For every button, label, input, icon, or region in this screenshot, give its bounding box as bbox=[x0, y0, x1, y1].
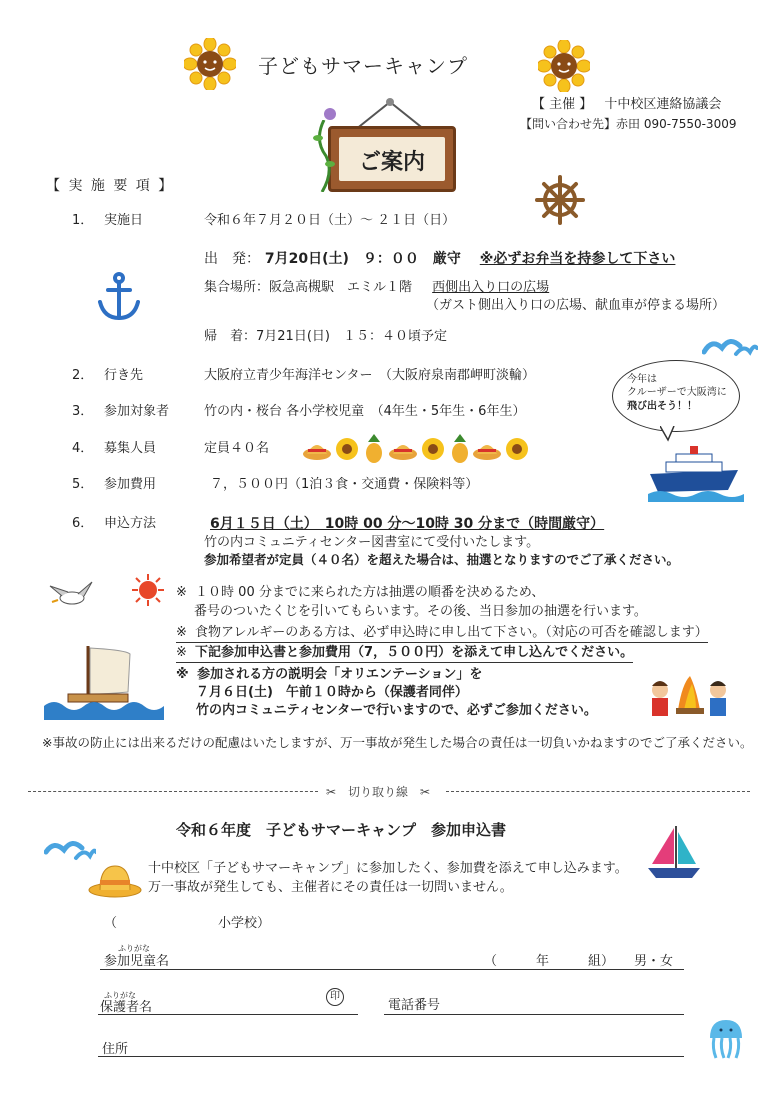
straw-hat-icon bbox=[88, 862, 142, 898]
return-label: 帰 着： bbox=[204, 329, 257, 344]
depart-line bbox=[204, 251, 675, 267]
depart-label: 出 発： bbox=[204, 251, 260, 267]
address-label: 住所 bbox=[102, 1042, 129, 1057]
phone-label: 電話番号 bbox=[388, 998, 441, 1013]
item-number: 4． bbox=[72, 441, 94, 456]
sunflower-icon bbox=[184, 38, 236, 90]
note-3 bbox=[176, 645, 633, 663]
furigana-label: ふりがな bbox=[118, 944, 150, 953]
note-mark: ※ bbox=[176, 645, 187, 660]
item-number: 1． bbox=[72, 213, 94, 228]
apply-lottery: 参加希望者が定員（４０名）を超えた場合は、抽選となりますのでご了承ください。 bbox=[204, 552, 680, 567]
gender-choice[interactable]: 男・女 bbox=[634, 954, 674, 969]
note-text: 食物アレルギーのある方は、必ず申込時に申し出て下さい。（対応の可否を確認します） bbox=[195, 625, 708, 640]
guardian-field[interactable] bbox=[98, 1014, 358, 1015]
vine-icon bbox=[312, 120, 336, 192]
sponsor-name: 十中校区連絡協議会 bbox=[604, 97, 722, 112]
item-label: 参加対象者 bbox=[104, 404, 170, 419]
note-mark: ※ bbox=[176, 585, 187, 600]
sponsor-label: 【 主催 】 bbox=[532, 97, 593, 112]
furigana-label: ふりがな bbox=[104, 991, 136, 1000]
item-label: 申込方法 bbox=[104, 516, 157, 531]
item-number: 3． bbox=[72, 404, 94, 419]
form-title: 令和６年度 子どもサマーキャンプ 参加申込書 bbox=[176, 821, 507, 839]
item-label: 実施日 bbox=[104, 213, 144, 228]
item-value: 大阪府立青少年海洋センター （大阪府泉南郡岬町淡輪） bbox=[204, 368, 535, 383]
sun-icon bbox=[132, 574, 164, 606]
note-mark: ※ bbox=[176, 625, 187, 640]
contact-value: 赤田 090-7550-3009 bbox=[616, 117, 737, 131]
decoration-row bbox=[303, 434, 533, 464]
return-line bbox=[204, 329, 447, 345]
child-name-field[interactable] bbox=[100, 969, 684, 970]
info-sign bbox=[328, 126, 456, 192]
item-value: 定員４０名 bbox=[204, 441, 270, 456]
sunflower-icon bbox=[538, 40, 590, 92]
item-number: 2． bbox=[72, 368, 94, 383]
jellyfish-icon bbox=[706, 1018, 746, 1060]
note-1 bbox=[176, 585, 544, 601]
item-value: 令和６年７月２０日（土）～ ２１日（日） bbox=[204, 213, 456, 228]
item-value: 竹の内・桜台 各小学校児童 （4年生・5年生・6年生） bbox=[204, 404, 526, 419]
note-4-cont: ７月６日(土) 午前１０時から（保護者同伴） bbox=[196, 685, 468, 700]
seagull-icon bbox=[702, 334, 758, 360]
seagull-icon bbox=[44, 836, 96, 862]
disclaimer: ※事故の防止には出来るだけの配慮はいたしますが、万一事故が発生した場合の責任は一切負いかねますのでご了承ください。 bbox=[42, 735, 753, 750]
bubble-line: 今年は bbox=[627, 374, 657, 385]
form-intro-2: 万一事故が発生しても、主催者にその責任は一切問いません。 bbox=[148, 880, 513, 895]
cruise-ship-icon bbox=[648, 440, 744, 502]
meet-label: 集合場所：阪急高槻駅 エミル１階 bbox=[204, 280, 413, 295]
speech-bubble bbox=[612, 360, 740, 432]
anchor-icon bbox=[96, 272, 142, 322]
phone-field[interactable] bbox=[384, 1014, 684, 1015]
note-text: １０時 00 分までに来られた方は抽選の順番を決めるため、 bbox=[195, 585, 545, 600]
note-4 bbox=[176, 667, 482, 683]
meet-place: 西側出入り口の広場 bbox=[432, 280, 550, 295]
note-4-cont: 竹の内コミュニティセンターで行いますので、必ずご参加ください。 bbox=[196, 703, 597, 718]
form-intro-1: 十中校区「子どもサマーキャンプ」に参加したく、参加費を添えて申し込みます。 bbox=[148, 861, 628, 876]
campfire-icon bbox=[648, 670, 730, 722]
contact-label: 【問い合わせ先】 bbox=[520, 117, 617, 131]
item-label: 行き先 bbox=[104, 368, 144, 383]
item-value: ７，５００円（1泊３食・交通費・保険料等） bbox=[210, 477, 479, 492]
seal-mark: 印 bbox=[326, 988, 344, 1006]
meet-line bbox=[204, 280, 549, 296]
seagull-icon bbox=[48, 580, 96, 610]
raft-icon bbox=[44, 640, 164, 720]
item-label: 参加費用 bbox=[104, 477, 157, 492]
contact-line bbox=[520, 116, 736, 132]
item-number: 6． bbox=[72, 516, 94, 531]
item-label: 募集人員 bbox=[104, 441, 157, 456]
apply-place: 竹の内コミュニティセンター図書室にて受付いたします。 bbox=[204, 535, 540, 550]
child-name-label: 参加児童名 bbox=[104, 954, 170, 969]
school-label: 小学校） bbox=[218, 916, 271, 931]
apply-time: 6月１５日（土） 10時 00 分～10時 30 分まで（時間厳守） bbox=[210, 516, 605, 532]
note-mark: ※ bbox=[176, 667, 189, 682]
note-1-cont: 番号のついたくじを引いてもらいます。その後、当日参加の抽選を行います。 bbox=[194, 604, 647, 619]
item-number: 5． bbox=[72, 477, 94, 492]
cut-line bbox=[28, 791, 318, 792]
sponsor-line bbox=[532, 97, 721, 113]
cut-line bbox=[446, 791, 750, 792]
cut-line-label: ✂ 切り取り線 ✂ bbox=[326, 785, 431, 799]
depart-value: 7月20日(土) ９：００ 厳守 bbox=[264, 251, 461, 267]
note-2 bbox=[176, 625, 708, 643]
note-text: 下記参加申込書と参加費用（7，５００円）を添えて申し込んでください。 bbox=[195, 645, 634, 660]
ship-wheel-icon bbox=[535, 175, 585, 225]
sailboat-icon bbox=[644, 822, 704, 882]
address-field[interactable] bbox=[98, 1056, 684, 1057]
sign-text: ご案内 bbox=[358, 150, 425, 175]
grade-class: （ 年 組） bbox=[484, 954, 615, 969]
meet-sub: （ガスト側出入り口の広場、献血車が停まる場所） bbox=[426, 298, 726, 313]
bubble-line: クルーザーで大阪湾に bbox=[627, 387, 727, 398]
school-open-paren: （ bbox=[104, 916, 118, 931]
section-heading: 【 実 施 要 項 】 bbox=[46, 178, 175, 194]
guardian-label: 保護者名 bbox=[100, 1000, 153, 1015]
bubble-line: 飛び出そう！！ bbox=[627, 401, 697, 412]
depart-note: ※必ずお弁当を持参して下さい bbox=[479, 251, 676, 267]
page-title: 子どもサマーキャンプ bbox=[258, 54, 468, 78]
note-text: 参加される方の説明会「オリエンテーション」を bbox=[197, 667, 483, 682]
return-value: 7月21日(日) １５：４０頃予定 bbox=[256, 329, 447, 344]
